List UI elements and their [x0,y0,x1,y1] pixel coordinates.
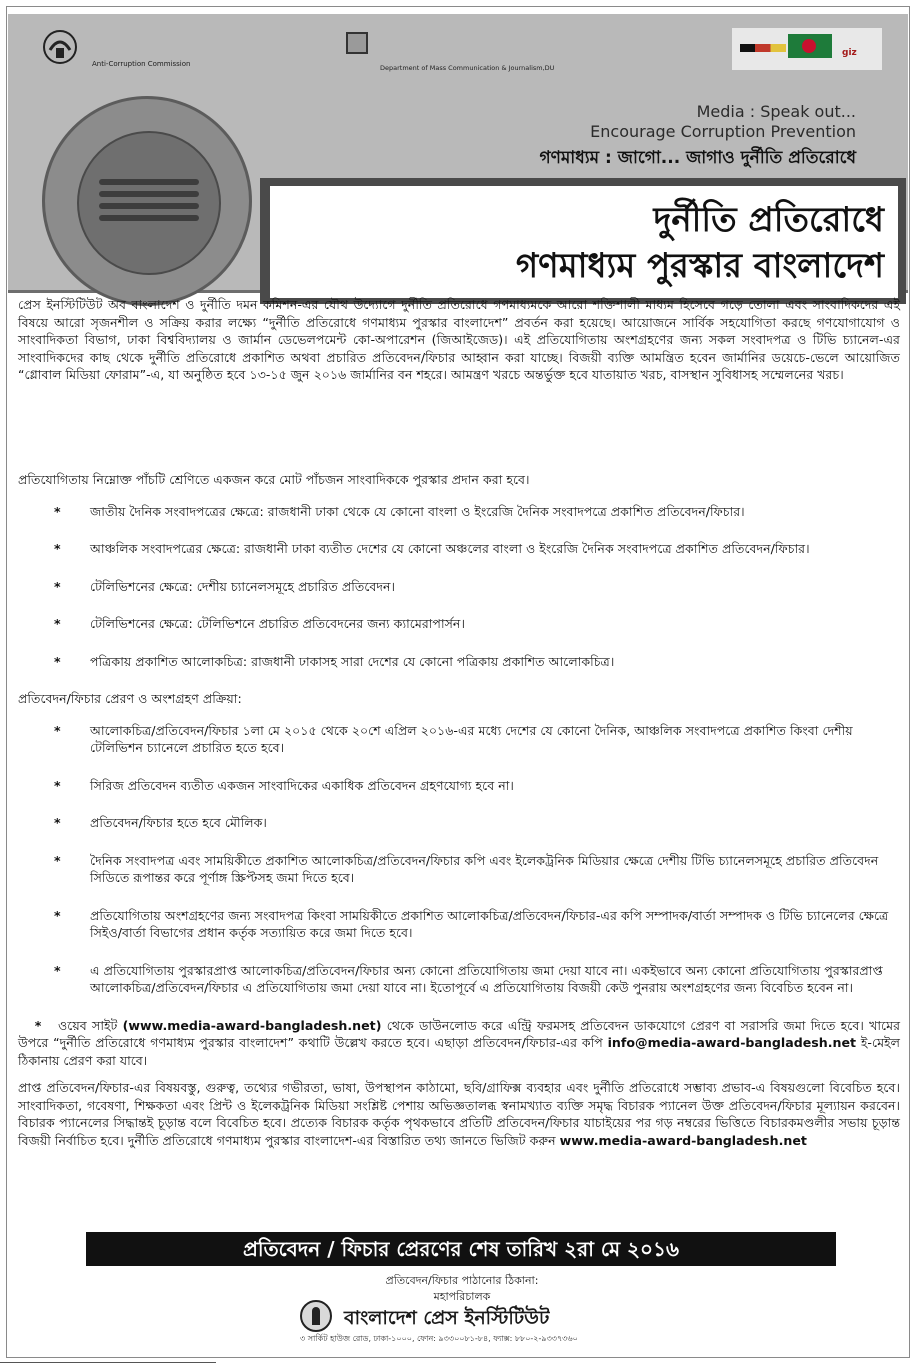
list-item: * পত্রিকায় প্রকাশিত আলোকচিত্র: রাজধানী ঢাকাসহ সারা দেশের যে কোনো পত্রিকায় প্রকাশিত আলোকচিত্র। [18,653,900,671]
notice-body [18,296,900,1149]
list-item: * আলোকচিত্র/প্রতিবেদন/ফিচার ১লা মে ২০১৫ থেকে ২০শে এপ্রিল ২০১৬-এর মধ্যে দেশের যে কোনো দৈনিক, আঞ্চলিক সংবাদপত্রে প্রকাশিত কিংবা দেশীয় টেলিভিশন চ্যানেলে প্রচারিত হতে হবে। [18,722,900,757]
list-item: * প্রতিবেদন/ফিচার হতে হবে মৌলিক। [18,814,900,832]
judging-text: প্রাপ্ত প্রতিবেদন/ফিচার-এর বিষয়বস্তু, গুরুত্ব, তথ্যের গভীরতা, ভাষা, উপস্থাপন কাঠামো, ছবি/গ্রাফিক্স ব্যবহার এবং দুর্নীতি প্রতিরোধে সম্ভাব্য প্রভাব-এ বিষয়গুলো বিবেচিত হবে। সাংবাদিকতা, গবেষণা, শিক্ষকতা এবং প্রিন্ট ও ইলেকট্রনিক মিডিয়া সংশ্লিষ্ট পেশায় অভিজ্ঞতালব্ধ স্বনামখ্যাত ব্যক্তি সমৃদ্ধ বিচারক প্যানেল উক্ত প্রতিবেদন/ফিচার মূল্যায়ন করবেন। বিচারক প্যানেলের সিদ্ধান্তই চূড়ান্ত বলে বিবেচিত হবে। প্রত্যেক বিচারক কর্তৃক পৃথকভাবে প্রতিটি প্রতিবেদন/ফিচার যাচাইয়ের পর গড় নম্বরের ভিত্তিতে বিচারকমণ্ডলীর সভায় চূড়ান্ত বিজয়ী নির্বাচিত হবে। দুর্নীতি প্রতিরোধে গণমাধ্যম পুরস্কার বাংলাদেশ-এর বিস্তারিত তথ্য জানতে ভিজিট করুন [18,1080,900,1148]
process-list [18,722,900,997]
address-label: প্রতিবেদন/ফিচার পাঠানোর ঠিকানা: [385,1274,539,1287]
website-note [18,1017,900,1070]
page-title-line-2: গণমাধ্যম পুরস্কার বাংলাদেশ [515,246,884,286]
slogan-english-line-2: Encourage Corruption Prevention [590,122,856,141]
header-banner [8,14,908,293]
list-item: * এ প্রতিযোগিতায় পুরস্কারপ্রাপ্ত আলোকচিত্র/প্রতিবেদন/ফিচার অন্য কোনো প্রতিযোগিতায় জমা দেয়া যাবে না। একইভাবে অন্য কোনো প্রতিযোগিতায় পুরস্কারপ্রাপ্ত আলোকচিত্র/প্রতিবেদন/ফিচার এ প্রতিযোগিতায় জমা দেয়া যাবে না। ইতোপূর্বে এ প্রতিযোগিতায় বিজয়ী কেউ পুনরায় অংশগ্রহণের জন্য বিবেচিত হবেন না। [18,962,900,997]
list-item: * জাতীয় দৈনিক সংবাদপত্রের ক্ষেত্রে: রাজধানী ঢাকা থেকে যে কোনো বাংলা ও ইংরেজি দৈনিক সংবাদপত্রে প্রকাশিত প্রতিবেদন/ফিচার। [18,503,900,521]
list-item: * প্রতিযোগিতায় অংশগ্রহণের জন্য সংবাদপত্র কিংবা সাময়িকীতে প্রকাশিত আলোকচিত্র/প্রতিবেদন/ফিচার-এর কপি সম্পাদক/বার্তা সম্পাদক ও টিভি চ্যানেলের ক্ষেত্রে সিইও/বার্তা বিভাগের প্রধান কর্তৃক সত্যায়িত করে জমা দিতে হবে। [18,907,900,942]
partner-logos [732,28,882,70]
institute-name: বাংলাদেশ প্রেস ইনস্টিটিউট [344,1307,550,1329]
slogan-english-line-1: Media : Speak out... [696,102,856,121]
page-title-line-1: দুর্নীতি প্রতিরোধে [653,200,884,240]
acc-label: Anti-Corruption Commission [92,60,191,68]
media-award-seal-icon [42,96,252,306]
list-item: * দৈনিক সংবাদপত্র এবং সাময়িকীতে প্রকাশিত আলোকচিত্র/প্রতিবেদন/ফিচার কপি এবং ইলেকট্রনিক মিডিয়ার ক্ষেত্রে দেশীয় টিভি চ্যানেলসমূহে প্রচারিত প্রতিবেদন সিডিতে রূপান্তর করে পূর্ণাঙ্গ স্ক্রিপ্টসহ জমা দিতে হবে। [18,852,900,887]
intro-paragraph: প্রেস ইনস্টিটিউট অব বাংলাদেশ ও দুর্নীতি দমন কমিশন-এর যৌথ উদ্যোগে দুর্নীতি প্রতিরোধে গণমাধ্যমকে আরো শক্তিশালী মাধ্যম হিসেবে গড়ে তোলা এবং সাংবাদিকদের এই বিষয়ে আরো সৃজনশীল ও সক্রিয় করার লক্ষ্যে “দুর্নীতি প্রতিরোধে গণমাধ্যম পুরস্কার বাংলাদেশ” প্রবর্তন করা হয়েছে। আয়োজনে সার্বিক সহযোগিতা করছে গণযোগাযোগ ও সাংবাদিকতা বিভাগ, ঢাকা বিশ্ববিদ্যালয় ও জার্মান ডেভেলপমেন্ট কো-অপারেশন (জিআইজেড)। এই প্রতিযোগিতায় অংশগ্রহণের জন্য সকল সংবাদপত্র ও টিভি চ্যানেল-এর সাংবাদিকদের কাছ থেকে দুর্নীতি প্রতিরোধে প্রকাশিত অথবা প্রচারিত প্রতিবেদন/ফিচার আহ্বান করা যাচ্ছে। বিজয়ী ব্যক্তি আমন্ত্রিত হবেন জার্মানির ডয়েচে-ভেলে আয়োজিত “গ্লোবাল মিডিয়া ফোরাম”-এ, যা অনুষ্ঠিত হবে ১৩-১৫ জুন ২০১৬ জার্মানির বন শহরে। আমন্ত্রণ খরচে অন্তর্ভুক্ত হবে যাতায়াত খরচ, বাসস্থান সুবিধাসহ সম্মেলনের খরচ। [18,297,900,382]
title-banner [260,178,906,304]
deadline-banner: প্রতিবেদন / ফিচার প্রেরণের শেষ তারিখ ২রা মে ২০১৬ [86,1232,836,1266]
giz-logo: giz [842,48,857,58]
website-link[interactable]: (www.media-award-bangladesh.net) [122,1017,382,1033]
slogan-bangla: গণমাধ্যম : জাগো... জাগাও দুর্নীতি প্রতিরোধে [539,148,856,168]
divider [0,1362,216,1363]
list-item: * আঞ্চলিক সংবাদপত্রের ক্ষেত্রে: রাজধানী ঢাকা ব্যতীত দেশের যে কোনো অঞ্চলের বাংলা ও ইংরেজি দৈনিক সংবাদপত্রে প্রকাশিত প্রতিবেদন/ফিচার। [18,540,900,558]
acc-logo-icon [38,28,82,66]
dmcj-logo-icon [346,32,368,54]
german-flag-icon [740,44,786,52]
list-item: * টেলিভিশনের ক্ষেত্রে: টেলিভিশনে প্রচারিত প্রতিবেদনের জন্য ক্যামেরাপার্সন। [18,615,900,633]
categories-list [18,503,900,671]
website-note-text: থেকে ডাউনলোড করে এন্ট্রি ফরমসহ প্রতিবেদন ডাকযোগে প্রেরণ বা সরাসরি জমা দিতে হবে। খামের উপরে “দুর্নীতি প্রতিরোধে গণমাধ্যম পুরস্কার বাংলাদেশ” কথাটি উল্লেখ করতে হবে। এছাড়া প্রতিবেদন/ফিচার-এর কপি [18,1017,901,1050]
list-item: * সিরিজ প্রতিবেদন ব্যতীত একজন সাংবাদিকের একাধিক প্রতিবেদন গ্রহণযোগ্য হবে না। [18,777,900,795]
process-heading: প্রতিবেদন/ফিচার প্রেরণ ও অংশগ্রহণ প্রক্রিয়া: [18,691,242,706]
institute-address: ৩ সার্কিট হাউজ রোড, ঢাকা-১০০০, ফোন: ৯৩৩০০৮১-৮৪, ফ্যাক্স: ৮৮০-২-৯৩৩৭৩৬০ [300,1334,578,1343]
pib-logo-icon [300,1300,332,1332]
website-note-text: ওয়েব সাইট [58,1017,123,1033]
bullet-star: * [34,1017,42,1033]
email-link[interactable]: info@media-award-bangladesh.net [607,1035,857,1050]
address-designation: মহাপরিচালক [433,1290,491,1303]
bangladesh-flag-icon [788,34,832,58]
judging-paragraph [18,1079,900,1149]
list-item: * টেলিভিশনের ক্ষেত্রে: দেশীয় চ্যানেলসমূহে প্রচারিত প্রতিবেদন। [18,578,900,596]
dmcj-label: Department of Mass Communication & Journalism,DU [380,64,555,72]
website-note-text: ই-মেইল ঠিকানায় প্রেরণ করা যাবে। [18,1035,900,1068]
categories-lead: প্রতিযোগিতায় নিম্নোক্ত পাঁচটি শ্রেণিতে একজন করে মোট পাঁচজন সাংবাদিককে পুরস্কার প্রদান করা হবে। [18,472,530,487]
website-link[interactable]: www.media-award-bangladesh.net [559,1132,807,1148]
